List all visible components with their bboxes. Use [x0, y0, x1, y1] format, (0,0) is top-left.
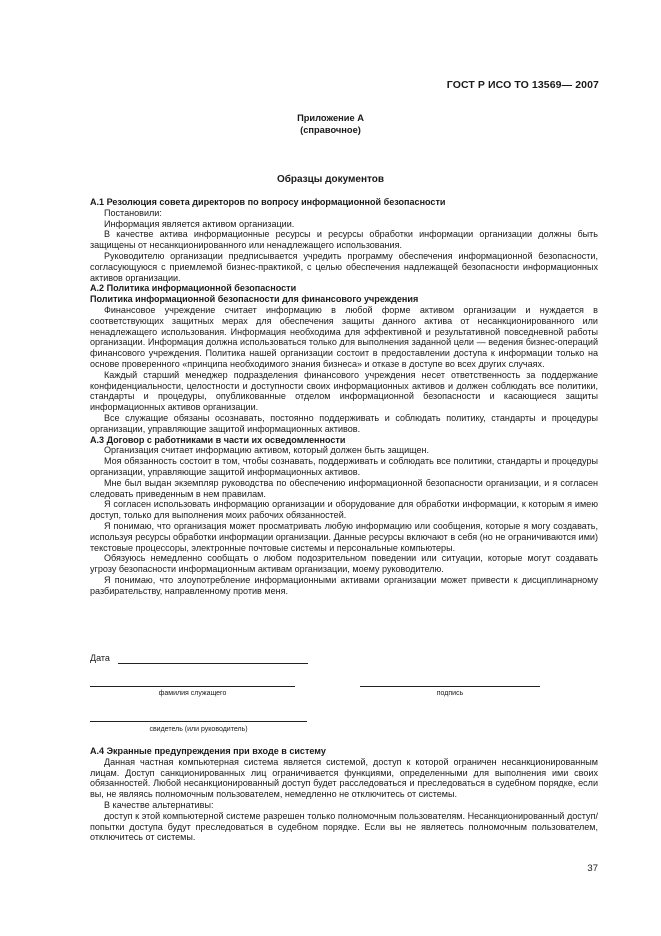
- paragraph: В качестве альтернативы:: [104, 799, 214, 810]
- annex-note: (справочное): [300, 125, 361, 135]
- paragraph: Мне был выдан экземпляр руководства по обеспечению информационной безопасности организации, и я согласен следовать приведенным в нем правилам.: [90, 477, 598, 499]
- paragraph: Я понимаю, что организация может просматривать любую информацию или сообщения, которые я могу создавать, используя ресурсы обработки информации организации. Данные ресурсы включают в себя (но не ограничиваются ими) текстовые процессоры, электронные почтовые системы и персональные компьютеры.: [90, 520, 598, 553]
- section-a2-subheading: Политика информационной безопасности для финансового учреждения: [90, 294, 419, 305]
- paragraph: Я согласен использовать информацию организации и оборудование для обработки информации, к которым я имею доступ, только для выполнения моих рабочих обязанностей.: [90, 499, 598, 521]
- surname-caption: фамилия служащего: [158, 690, 227, 697]
- annex-title: Приложение А: [297, 113, 364, 123]
- section-a1-heading: А.1 Резолюция совета директоров по вопросу информационной безопасности: [90, 197, 446, 207]
- paragraph: Моя обязанность состоит в том, чтобы сознавать, поддерживать и соблюдать все политики, стандарты и процедуры организации, управляющие защитой информационных активов.: [90, 456, 598, 477]
- paragraph: Постановили:: [104, 207, 162, 218]
- paragraph: доступ к этой компьютерной системе разрешен только полномочным пользователям. Несанкционированный доступ/попытки доступа будут преследоваться в судебном порядке. Если вы не являетесь полномочным пользователем, отключитесь от системы.: [90, 810, 598, 843]
- paragraph: Организация считает информацию активом, который должен быть защищен.: [104, 445, 430, 456]
- paragraph: Финансовое учреждение считает информацию в любой форме активом организации и нуждается в соответствующих защитных мерах для обеспечения защиты данного актива от несанкционированного или ненадлежащего использования. Информация необходима для эффективной и результативной повседневной работы организации. Информация должна использоваться только для выполнения заданной цели — ведения бизнес-операций финансового учреждения. Политика нашей организации состоит в предоставлении доступа к информации только на основе проверенного «принципа необходимого знания бизнеса» и отказе в доступе во всех других случаях.: [90, 304, 598, 369]
- paragraph: Все служащие обязаны осознавать, постоянно поддерживать и соблюдать политику, стандарты и процедуры организации, управляющие защитой информационных активов.: [90, 412, 598, 434]
- signature-line: [360, 686, 540, 687]
- paragraph: Я понимаю, что злоупотребление информационными активами организации может привести к дисциплинарному разбирательству, направленному против меня.: [90, 574, 598, 596]
- witness-caption: свидетель (или руководитель): [149, 726, 248, 733]
- section-a3-heading: А.3 Договор с работниками в части их осведомленности: [90, 434, 346, 445]
- paragraph: В качестве актива информационные ресурсы и ресурсы обработки информации организации должны быть защищены от несанкционированного или ненадлежащего использования.: [90, 229, 598, 251]
- paragraph: Каждый старший менеджер подразделения финансового учреждения несет ответственность за поддержание конфиденциальности, целостности и доступности своих информационных активов и должен соблюдать все политики, стандарты и процедуры, опубликованные отделом информационной безопасности и касающиеся защиты информационных активов организации.: [90, 369, 598, 413]
- page-number: 37: [587, 863, 598, 874]
- surname-line: [90, 686, 295, 687]
- signature-caption: подпись: [436, 690, 464, 697]
- section-a4: [90, 746, 598, 843]
- document-body: [90, 197, 598, 596]
- paragraph: Руководителю организации предписывается учредить программу обеспечения информационной безопасности, согласующуюся с приемлемой бизнес-практикой, с целью обеспечения надлежащей безопасности информационных активов организации.: [90, 250, 598, 283]
- section-a4-heading: А.4 Экранные предупреждения при входе в систему: [90, 746, 326, 756]
- section-a2-heading: А.2 Политика информационной безопасности: [90, 283, 297, 294]
- paragraph: Обязуюсь немедленно сообщать о любом подозрительном поведении или ситуации, которые могут создавать угрозу безопасности информационным активам организации, моему руководителю.: [90, 553, 598, 575]
- witness-line: [90, 721, 307, 722]
- date-line: [118, 663, 308, 664]
- date-label: Дата: [90, 653, 110, 663]
- document-title: Образцы документов: [276, 174, 385, 185]
- paragraph: Данная частная компьютерная система является системой, доступ к которой ограничен несанкционированным лицам. Доступ санкционированных лиц ограничивается функциями, определенными для выполнения ими своих обязанностей. Любой несанкционированный доступ будет расследоваться и преследоваться в судебном порядке, если вы, не являясь полномочным пользователем, немедленно не отключитесь от системы.: [90, 756, 598, 800]
- standard-code: ГОСТ Р ИСО ТО 13569— 2007: [446, 79, 599, 91]
- paragraph: Информация является активом организации.: [104, 218, 295, 229]
